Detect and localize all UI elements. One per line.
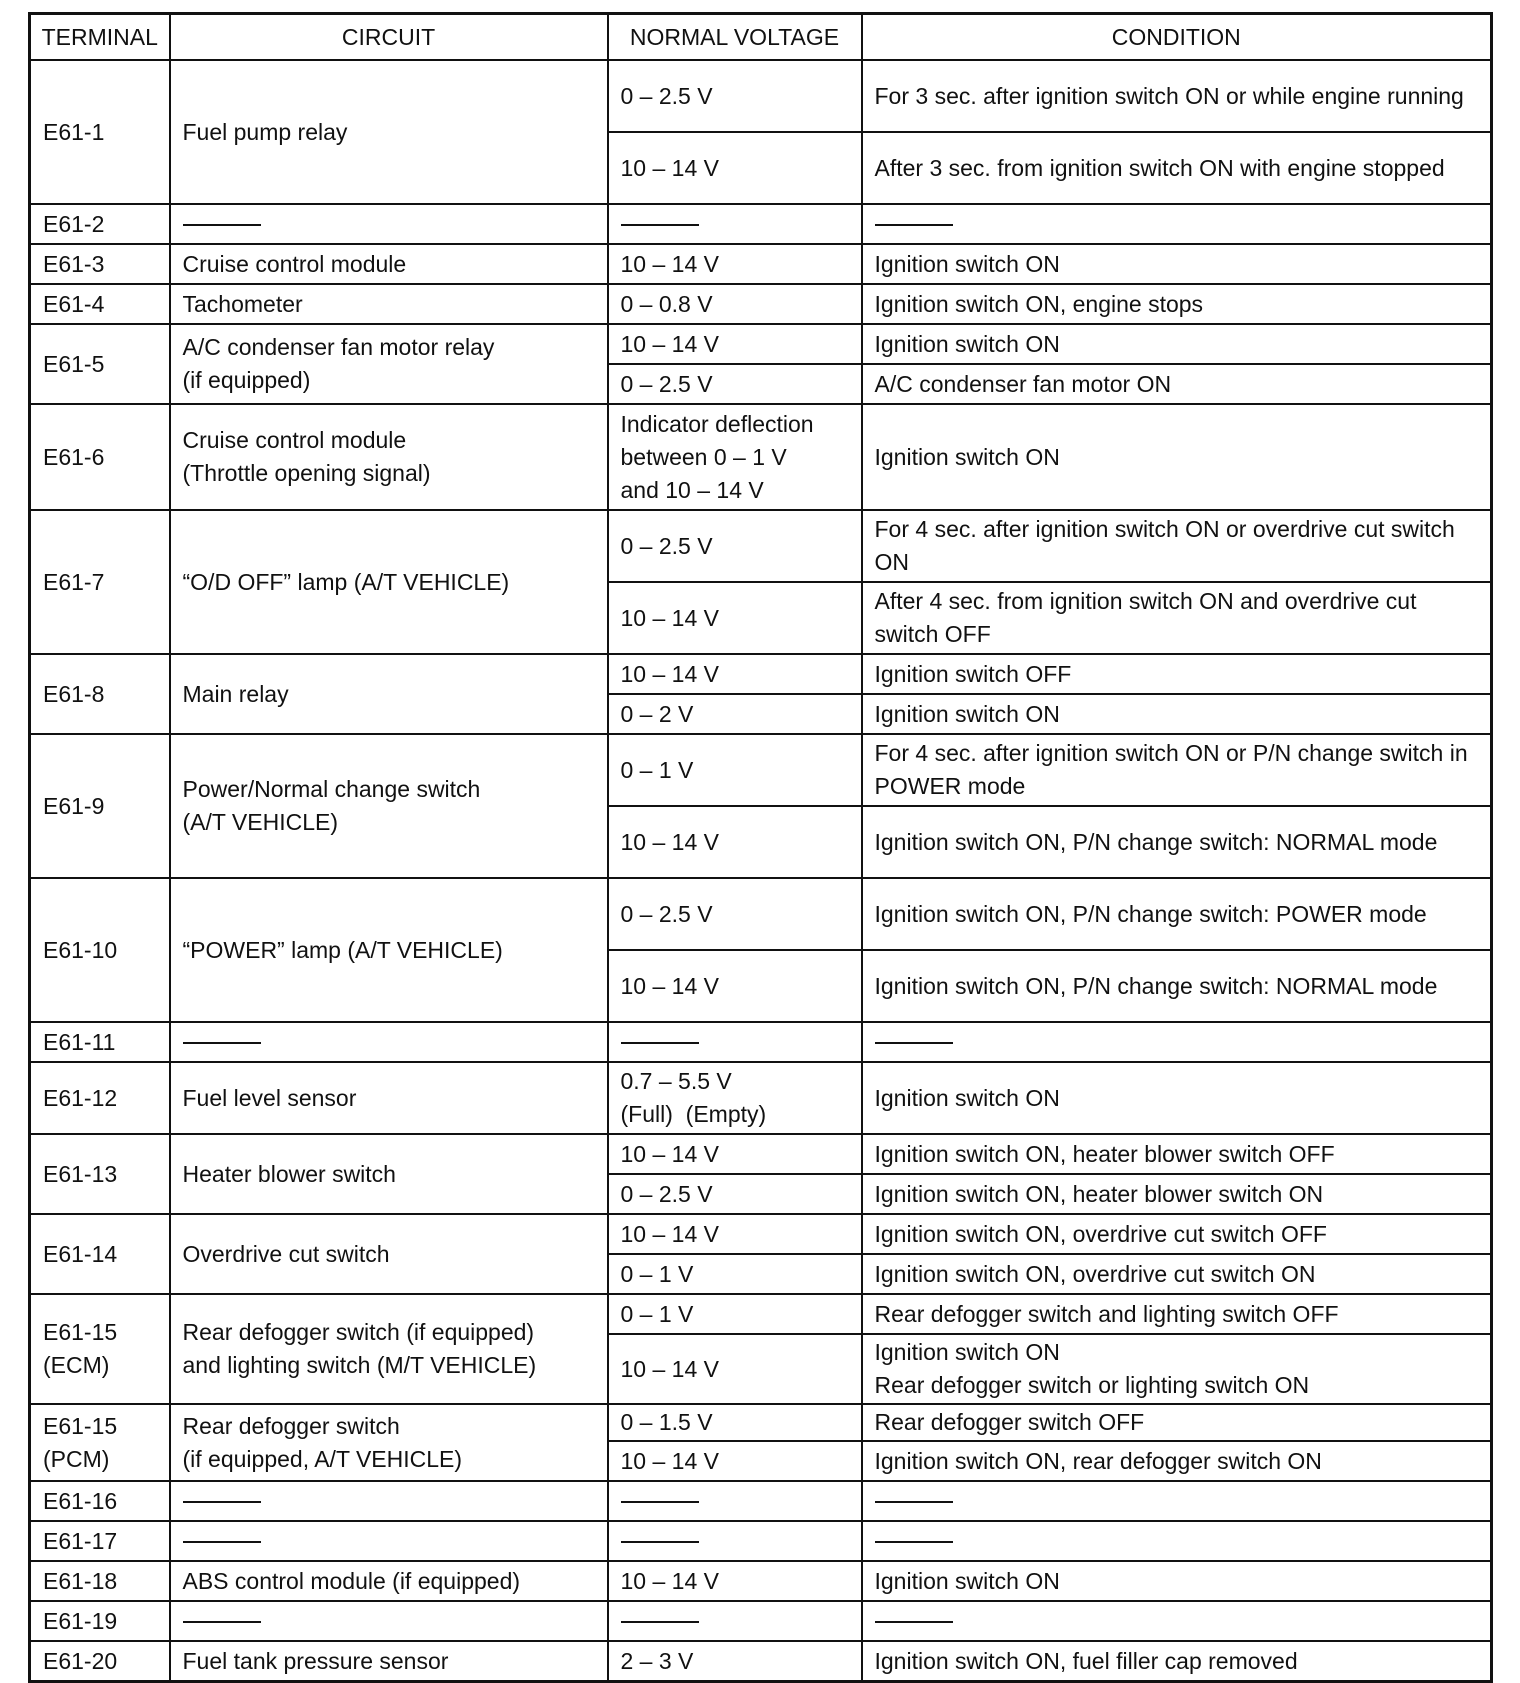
terminal-line: (PCM) bbox=[43, 1445, 110, 1472]
header-normal-voltage: NORMAL VOLTAGE bbox=[608, 14, 862, 61]
condition-cell: A/C condenser fan motor ON bbox=[862, 364, 1492, 404]
table-row bbox=[30, 878, 1492, 950]
voltage-cell-empty bbox=[608, 1521, 862, 1561]
em-dash-icon bbox=[183, 1621, 261, 1623]
voltage-cell: 0 – 2.5 V bbox=[608, 878, 862, 950]
condition-cell: For 3 sec. after ignition switch ON or while engine running bbox=[862, 60, 1492, 132]
table-row bbox=[30, 1561, 1492, 1601]
table-row bbox=[30, 284, 1492, 324]
voltage-cell: 0 – 1.5 V bbox=[608, 1404, 862, 1441]
voltage-cell bbox=[608, 404, 862, 510]
condition-cell: Ignition switch ON bbox=[862, 404, 1492, 510]
condition-cell: Ignition switch ON, fuel filler cap removed bbox=[862, 1641, 1492, 1682]
terminal-cell: E61-12 bbox=[30, 1062, 170, 1134]
table-row bbox=[30, 1022, 1492, 1062]
circuit-cell: Cruise control module bbox=[170, 244, 608, 284]
circuit-cell: Fuel tank pressure sensor bbox=[170, 1641, 608, 1682]
circuit-cell: Overdrive cut switch bbox=[170, 1214, 608, 1294]
em-dash-icon bbox=[183, 1541, 261, 1543]
terminal-cell: E61-2 bbox=[30, 204, 170, 244]
table-row bbox=[30, 1521, 1492, 1561]
condition-cell: Ignition switch ON bbox=[862, 1561, 1492, 1601]
terminal-cell: E61-18 bbox=[30, 1561, 170, 1601]
circuit-line: Power/Normal change switch bbox=[182, 776, 481, 802]
circuit-line: Cruise control module bbox=[182, 427, 407, 453]
table-row bbox=[30, 1214, 1492, 1254]
table-row bbox=[30, 1641, 1492, 1682]
em-dash-icon bbox=[621, 1042, 699, 1044]
terminal-cell: E61-4 bbox=[30, 284, 170, 324]
terminal-cell bbox=[30, 1294, 170, 1404]
condition-cell: Ignition switch ON, P/N change switch: NORMAL mode bbox=[862, 806, 1492, 878]
voltage-cell: 10 – 14 V bbox=[608, 1214, 862, 1254]
terminal-cell: E61-17 bbox=[30, 1521, 170, 1561]
em-dash-icon bbox=[875, 1621, 953, 1623]
circuit-line: (A/T VEHICLE) bbox=[182, 809, 338, 835]
circuit-cell bbox=[170, 1294, 608, 1404]
voltage-cell-empty bbox=[608, 1022, 862, 1062]
condition-cell-empty bbox=[862, 1481, 1492, 1521]
terminal-cell bbox=[30, 1404, 170, 1481]
voltage-cell: 10 – 14 V bbox=[608, 1134, 862, 1174]
table-row bbox=[30, 324, 1492, 364]
em-dash-icon bbox=[875, 1501, 953, 1503]
circuit-cell: Fuel level sensor bbox=[170, 1062, 608, 1134]
voltage-line: 0.7 – 5.5 V bbox=[620, 1068, 732, 1094]
voltage-cell: 0 – 2 V bbox=[608, 694, 862, 734]
terminal-cell: E61-8 bbox=[30, 654, 170, 734]
voltage-line: (Full) (Empty) bbox=[620, 1101, 767, 1127]
voltage-cell: 10 – 14 V bbox=[608, 324, 862, 364]
condition-cell-empty bbox=[862, 1022, 1492, 1062]
condition-cell: Rear defogger switch OFF bbox=[862, 1404, 1492, 1441]
condition-cell: Ignition switch ON, overdrive cut switch OFF bbox=[862, 1214, 1492, 1254]
condition-cell: After 4 sec. from ignition switch ON and overdrive cut switch OFF bbox=[862, 582, 1492, 654]
table-row bbox=[30, 1294, 1492, 1334]
table-row bbox=[30, 654, 1492, 694]
table-row bbox=[30, 60, 1492, 132]
terminal-line: E61-15 bbox=[43, 1412, 118, 1439]
terminal-cell: E61-3 bbox=[30, 244, 170, 284]
condition-cell: Rear defogger switch and lighting switch OFF bbox=[862, 1294, 1492, 1334]
em-dash-icon bbox=[621, 1501, 699, 1503]
terminal-cell: E61-16 bbox=[30, 1481, 170, 1521]
terminal-cell: E61-9 bbox=[30, 734, 170, 878]
terminal-line: (ECM) bbox=[43, 1352, 110, 1378]
condition-line: Ignition switch ON bbox=[874, 1339, 1060, 1365]
terminal-cell: E61-7 bbox=[30, 510, 170, 654]
voltage-cell bbox=[608, 1062, 862, 1134]
terminal-cell: E61-14 bbox=[30, 1214, 170, 1294]
em-dash-icon bbox=[183, 1501, 261, 1503]
voltage-cell: 10 – 14 V bbox=[608, 244, 862, 284]
em-dash-icon bbox=[621, 1621, 699, 1623]
voltage-cell: 10 – 14 V bbox=[608, 1441, 862, 1481]
terminal-voltage-sheet bbox=[28, 12, 1490, 1683]
circuit-cell bbox=[170, 1404, 608, 1481]
voltage-cell: 10 – 14 V bbox=[608, 806, 862, 878]
voltage-line: Indicator deflection bbox=[620, 410, 814, 437]
terminal-cell: E61-6 bbox=[30, 404, 170, 510]
circuit-cell bbox=[170, 404, 608, 510]
circuit-line: Rear defogger switch bbox=[182, 1412, 400, 1439]
table-row bbox=[30, 1404, 1492, 1441]
circuit-cell: Tachometer bbox=[170, 284, 608, 324]
header-terminal: TERMINAL bbox=[30, 14, 170, 61]
condition-cell-empty bbox=[862, 204, 1492, 244]
em-dash-icon bbox=[875, 1541, 953, 1543]
condition-cell: Ignition switch OFF bbox=[862, 654, 1492, 694]
condition-cell bbox=[862, 1334, 1492, 1404]
voltage-cell-empty bbox=[608, 1481, 862, 1521]
condition-cell: For 4 sec. after ignition switch ON or P/N change switch in POWER mode bbox=[862, 734, 1492, 806]
circuit-line: (if equipped, A/T VEHICLE) bbox=[182, 1445, 463, 1472]
terminal-cell: E61-10 bbox=[30, 878, 170, 1022]
condition-cell: Ignition switch ON bbox=[862, 324, 1492, 364]
circuit-cell: Fuel pump relay bbox=[170, 60, 608, 204]
table-row bbox=[30, 734, 1492, 806]
condition-cell: Ignition switch ON, heater blower switch ON bbox=[862, 1174, 1492, 1214]
circuit-line: (Throttle opening signal) bbox=[182, 460, 431, 486]
circuit-cell-empty bbox=[170, 1481, 608, 1521]
voltage-cell: 0 – 2.5 V bbox=[608, 364, 862, 404]
voltage-cell-empty bbox=[608, 204, 862, 244]
voltage-cell: 10 – 14 V bbox=[608, 950, 862, 1022]
voltage-cell: 0 – 1 V bbox=[608, 734, 862, 806]
em-dash-icon bbox=[875, 1042, 953, 1044]
table-row bbox=[30, 1481, 1492, 1521]
table-row bbox=[30, 1062, 1492, 1134]
em-dash-icon bbox=[875, 224, 953, 226]
terminal-cell: E61-1 bbox=[30, 60, 170, 204]
condition-cell: Ignition switch ON, overdrive cut switch ON bbox=[862, 1254, 1492, 1294]
condition-cell: After 3 sec. from ignition switch ON with engine stopped bbox=[862, 132, 1492, 204]
circuit-cell: “O/D OFF” lamp (A/T VEHICLE) bbox=[170, 510, 608, 654]
circuit-line: and lighting switch (M/T VEHICLE) bbox=[182, 1352, 537, 1378]
table-row bbox=[30, 1134, 1492, 1174]
voltage-cell: 2 – 3 V bbox=[608, 1641, 862, 1682]
condition-cell: For 4 sec. after ignition switch ON or overdrive cut switch ON bbox=[862, 510, 1492, 582]
condition-cell: Ignition switch ON, engine stops bbox=[862, 284, 1492, 324]
circuit-cell-empty bbox=[170, 1521, 608, 1561]
voltage-cell: 0 – 2.5 V bbox=[608, 60, 862, 132]
table-row bbox=[30, 1601, 1492, 1641]
terminal-cell: E61-19 bbox=[30, 1601, 170, 1641]
em-dash-icon bbox=[621, 224, 699, 226]
voltage-cell: 10 – 14 V bbox=[608, 582, 862, 654]
terminal-cell: E61-5 bbox=[30, 324, 170, 404]
condition-cell: Ignition switch ON, P/N change switch: NORMAL mode bbox=[862, 950, 1492, 1022]
circuit-cell-empty bbox=[170, 1601, 608, 1641]
table-row bbox=[30, 404, 1492, 510]
voltage-cell: 10 – 14 V bbox=[608, 1561, 862, 1601]
terminal-cell: E61-11 bbox=[30, 1022, 170, 1062]
circuit-line: A/C condenser fan motor relay bbox=[182, 334, 495, 360]
voltage-cell: 0 – 2.5 V bbox=[608, 510, 862, 582]
em-dash-icon bbox=[183, 1042, 261, 1044]
voltage-line: between 0 – 1 V bbox=[620, 443, 787, 470]
table-row bbox=[30, 204, 1492, 244]
circuit-cell: ABS control module (if equipped) bbox=[170, 1561, 608, 1601]
condition-cell-empty bbox=[862, 1601, 1492, 1641]
condition-cell: Ignition switch ON, P/N change switch: POWER mode bbox=[862, 878, 1492, 950]
voltage-line: and 10 – 14 V bbox=[620, 476, 764, 503]
circuit-line: (if equipped) bbox=[182, 367, 311, 393]
header-condition: CONDITION bbox=[862, 14, 1492, 61]
circuit-cell: “POWER” lamp (A/T VEHICLE) bbox=[170, 878, 608, 1022]
circuit-cell bbox=[170, 324, 608, 404]
terminal-voltage-table bbox=[28, 12, 1493, 1683]
condition-cell: Ignition switch ON, heater blower switch OFF bbox=[862, 1134, 1492, 1174]
terminal-cell: E61-13 bbox=[30, 1134, 170, 1214]
table-row bbox=[30, 244, 1492, 284]
condition-cell-empty bbox=[862, 1521, 1492, 1561]
voltage-cell: 10 – 14 V bbox=[608, 654, 862, 694]
table-row bbox=[30, 510, 1492, 582]
circuit-cell: Heater blower switch bbox=[170, 1134, 608, 1214]
voltage-cell: 0 – 1 V bbox=[608, 1254, 862, 1294]
condition-cell: Ignition switch ON, rear defogger switch ON bbox=[862, 1441, 1492, 1481]
condition-cell: Ignition switch ON bbox=[862, 1062, 1492, 1134]
circuit-cell-empty bbox=[170, 1022, 608, 1062]
condition-cell: Ignition switch ON bbox=[862, 244, 1492, 284]
em-dash-icon bbox=[183, 224, 261, 226]
voltage-cell: 0 – 1 V bbox=[608, 1294, 862, 1334]
circuit-cell-empty bbox=[170, 204, 608, 244]
voltage-cell: 0 – 2.5 V bbox=[608, 1174, 862, 1214]
voltage-cell: 10 – 14 V bbox=[608, 1334, 862, 1404]
voltage-cell: 10 – 14 V bbox=[608, 132, 862, 204]
em-dash-icon bbox=[621, 1541, 699, 1543]
table-header-row bbox=[30, 14, 1492, 61]
voltage-cell: 0 – 0.8 V bbox=[608, 284, 862, 324]
terminal-line: E61-15 bbox=[43, 1319, 118, 1345]
circuit-cell: Main relay bbox=[170, 654, 608, 734]
header-circuit: CIRCUIT bbox=[170, 14, 608, 61]
terminal-cell: E61-20 bbox=[30, 1641, 170, 1682]
condition-line: Rear defogger switch or lighting switch ON bbox=[874, 1372, 1310, 1398]
circuit-line: Rear defogger switch (if equipped) bbox=[182, 1319, 535, 1345]
voltage-cell-empty bbox=[608, 1601, 862, 1641]
condition-cell: Ignition switch ON bbox=[862, 694, 1492, 734]
circuit-cell bbox=[170, 734, 608, 878]
